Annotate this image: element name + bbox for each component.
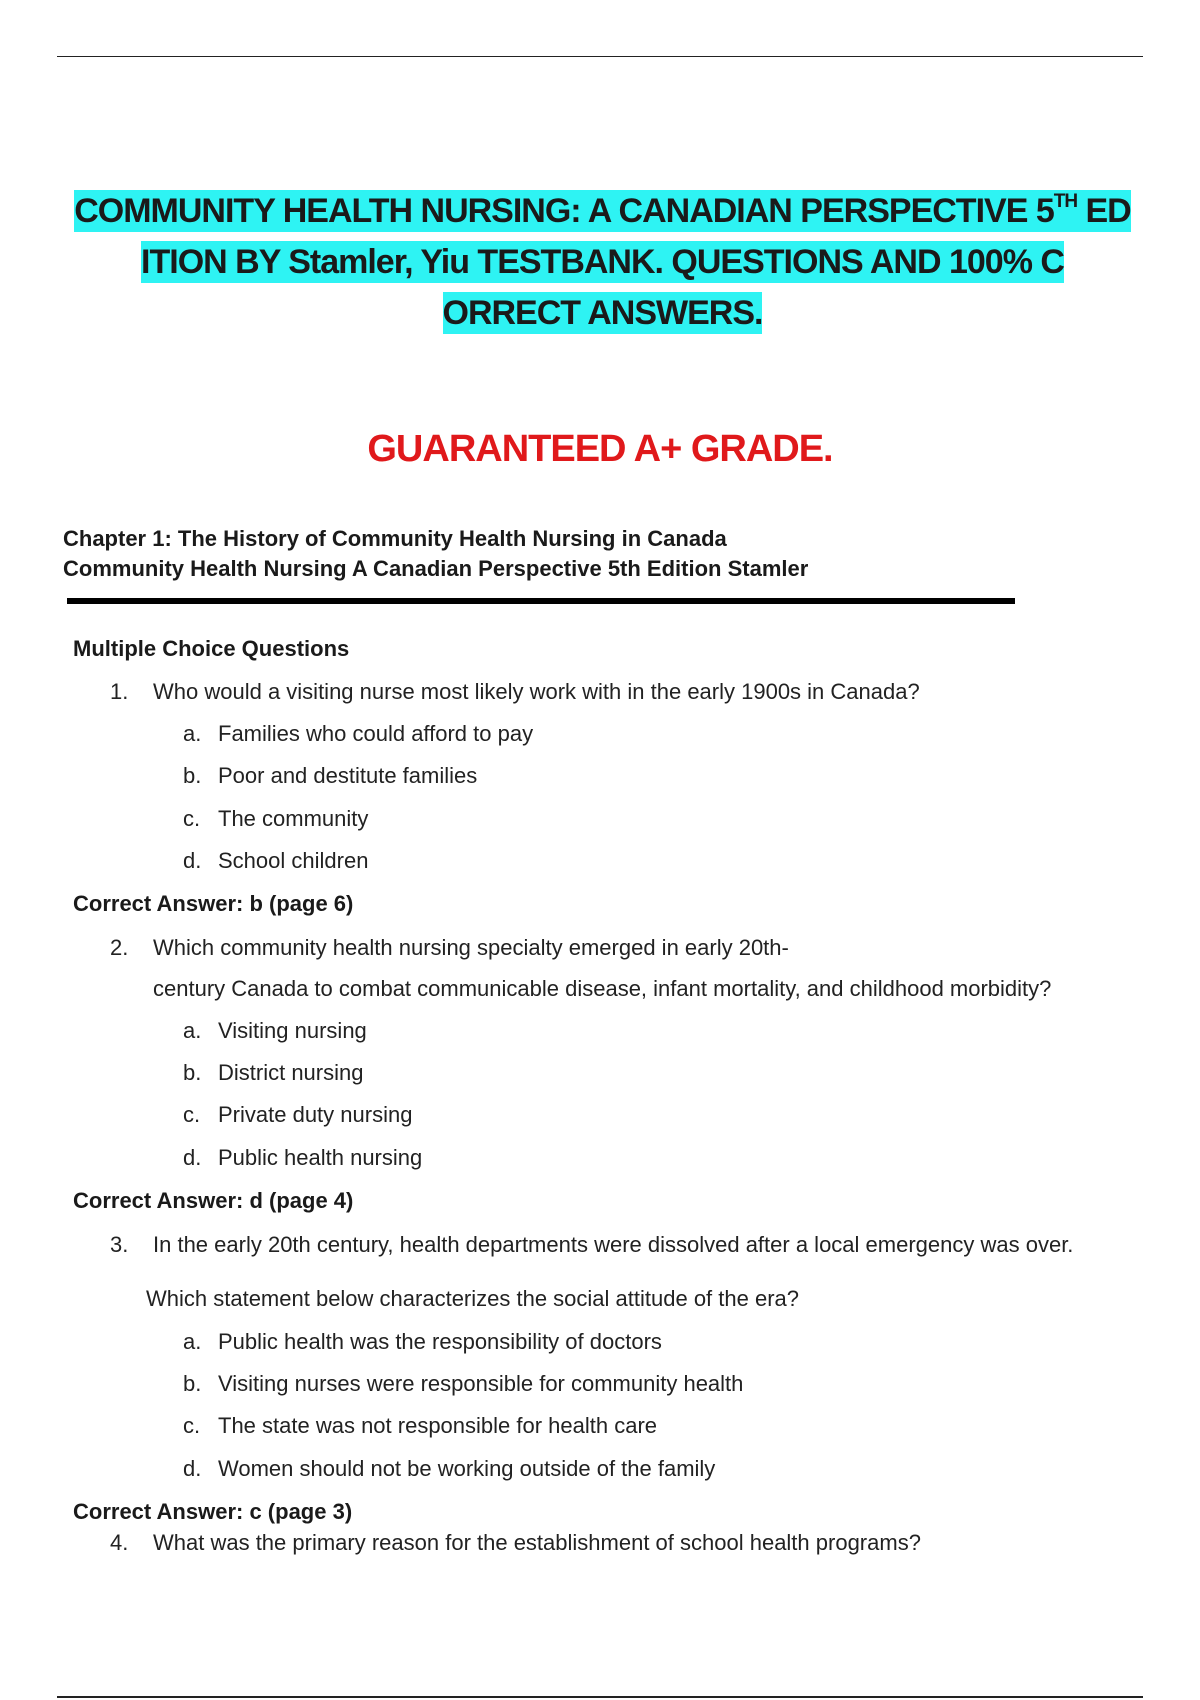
question-number: 4. bbox=[110, 1530, 129, 1555]
title-line-1-end: ED bbox=[1077, 192, 1131, 230]
question-number: 2. bbox=[110, 935, 129, 960]
bottom-rule bbox=[57, 1696, 1143, 1698]
top-rule bbox=[57, 56, 1143, 57]
guarantee-banner: GUARANTEED A+ GRADE. bbox=[367, 428, 833, 470]
question-text: Who would a visiting nurse most likely work with in the early 1900s in Canada? bbox=[153, 679, 920, 704]
title-superscript: TH bbox=[1053, 191, 1078, 212]
correct-answer: Correct Answer: b (page 6) bbox=[73, 891, 354, 916]
question-text: In the early 20th century, health departments were dissolved after a local emergency was over. bbox=[153, 1232, 1074, 1257]
chapter-title: Chapter 1: The History of Community Health Nursing in Canada bbox=[63, 526, 727, 551]
title-line-2: ITION BY Stamler, Yiu TESTBANK. QUESTIONS AND 100% C bbox=[141, 243, 1064, 281]
question-text-continued: Which statement below characterizes the social attitude of the era? bbox=[146, 1286, 800, 1311]
section-divider bbox=[67, 598, 1015, 604]
section-heading: Multiple Choice Questions bbox=[73, 636, 350, 661]
book-title: Community Health Nursing A Canadian Perspective 5th Edition Stamler bbox=[63, 556, 809, 581]
question-number: 3. bbox=[110, 1232, 129, 1257]
correct-answer: Correct Answer: d (page 4) bbox=[73, 1188, 354, 1213]
document-title bbox=[60, 186, 1145, 339]
question-text: Which community health nursing specialty emerged in early 20th- bbox=[153, 935, 789, 960]
question-number: 1. bbox=[110, 679, 129, 704]
question-text-continued: century Canada to combat communicable disease, infant mortality, and childhood morbidity? bbox=[153, 976, 1052, 1001]
question-text: What was the primary reason for the establishment of school health programs? bbox=[153, 1530, 921, 1555]
chapter-heading bbox=[63, 524, 808, 584]
correct-answer: Correct Answer: c (page 3) bbox=[73, 1499, 353, 1524]
title-line-3: ORRECT ANSWERS. bbox=[442, 294, 763, 332]
title-line-1: COMMUNITY HEALTH NURSING: A CANADIAN PERSPECTIVE 5 bbox=[74, 192, 1054, 230]
